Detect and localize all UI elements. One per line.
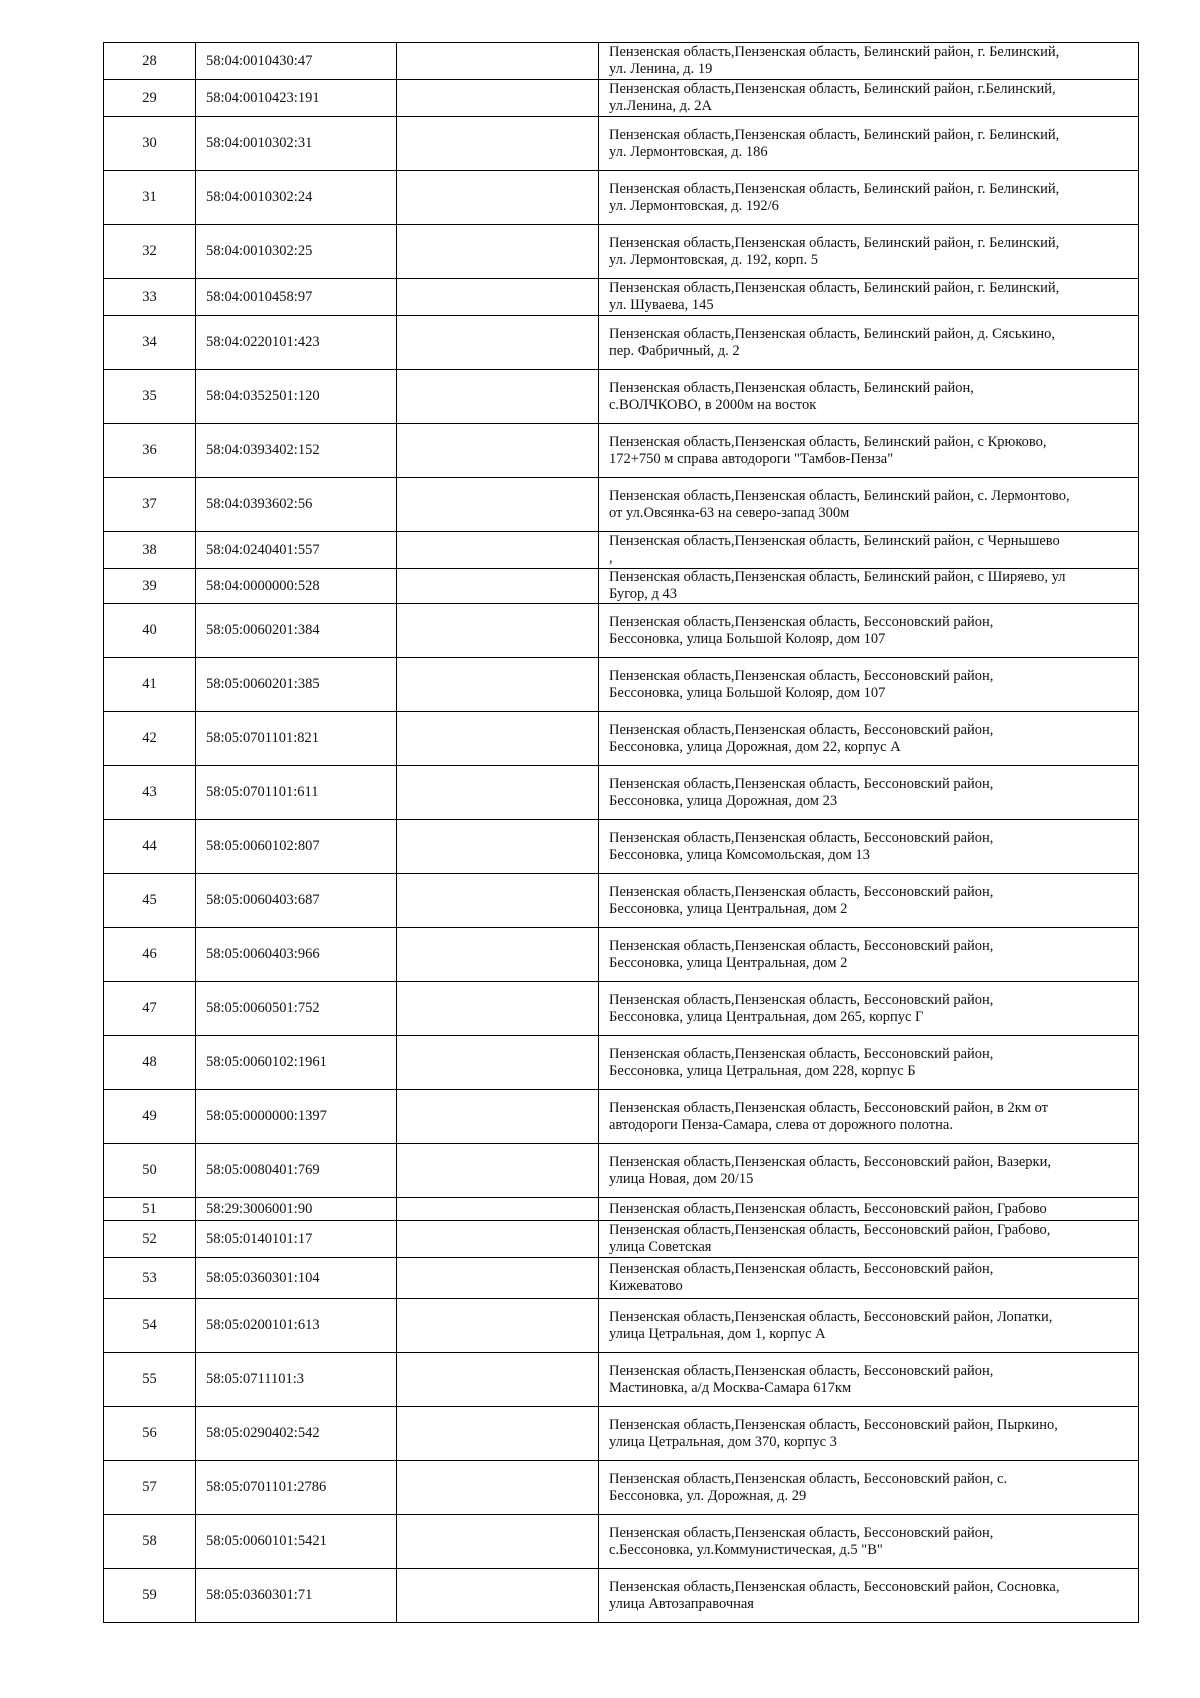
table-row [104,820,1139,874]
row-number: 43 [104,766,196,820]
empty-cell [397,658,599,712]
empty-cell [397,80,599,117]
cadastral-number: 58:05:0060403:966 [196,928,397,982]
cadastral-number: 58:04:0010302:31 [196,117,397,171]
empty-cell [397,279,599,316]
cadastral-number: 58:04:0220101:423 [196,316,397,370]
row-number: 46 [104,928,196,982]
table-row [104,225,1139,279]
empty-cell [397,820,599,874]
empty-cell [397,874,599,928]
row-number: 59 [104,1569,196,1623]
table-row [104,1299,1139,1353]
row-number: 31 [104,171,196,225]
address: Пензенская область,Пензенская область, Белинский район, г. Белинский, ул. Лермонтовская, д. 186 [599,117,1139,171]
address: Пензенская область,Пензенская область, Белинский район, д. Сяськино, пер. Фабричный, д. 2 [599,316,1139,370]
address: Пензенская область,Пензенская область, Белинский район, с.ВОЛЧКОВО, в 2000м на восток [599,370,1139,424]
table-row [104,1515,1139,1569]
cadastral-number: 58:05:0701101:2786 [196,1461,397,1515]
address: Пензенская область,Пензенская область, Бессоновский район, Бессоновка, улица Дорожная, дом 22, корпус А [599,712,1139,766]
row-number: 42 [104,712,196,766]
table-row [104,928,1139,982]
empty-cell [397,1258,599,1299]
row-number: 33 [104,279,196,316]
empty-cell [397,712,599,766]
row-number: 40 [104,604,196,658]
address: Пензенская область,Пензенская область, Бессоновский район, Бессоновка, улица Центральная, дом 2 [599,928,1139,982]
table-row [104,43,1139,80]
empty-cell [397,1353,599,1407]
address: Пензенская область,Пензенская область, Бессоновский район, Бессоновка, улица Большой Колояр, дом 107 [599,658,1139,712]
row-number: 36 [104,424,196,478]
cadastral-number: 58:04:0010430:47 [196,43,397,80]
table-row [104,171,1139,225]
empty-cell [397,569,599,604]
address: Пензенская область,Пензенская область, Бессоновский район, Бессоновка, улица Цетральная, дом 228, корпус Б [599,1036,1139,1090]
address: Пензенская область,Пензенская область, Бессоновский район, Бессоновка, улица Дорожная, дом 23 [599,766,1139,820]
cadastral-number: 58:04:0010302:24 [196,171,397,225]
table-row [104,370,1139,424]
cadastral-number: 58:05:0360301:71 [196,1569,397,1623]
row-number: 39 [104,569,196,604]
row-number: 32 [104,225,196,279]
address: Пензенская область,Пензенская область, Бессоновский район, Сосновка, улица Автозаправочная [599,1569,1139,1623]
address: Пензенская область,Пензенская область, Бессоновский район, Грабово [599,1198,1139,1221]
row-number: 28 [104,43,196,80]
row-number: 29 [104,80,196,117]
address: Пензенская область,Пензенская область, Белинский район, г. Белинский, ул. Ленина, д. 19 [599,43,1139,80]
cadastral-number: 58:05:0701101:611 [196,766,397,820]
table-row [104,1461,1139,1515]
empty-cell [397,1299,599,1353]
empty-cell [397,43,599,80]
empty-cell [397,478,599,532]
cadastral-number: 58:05:0060201:385 [196,658,397,712]
address: Пензенская область,Пензенская область, Белинский район, с. Лермонтово, от ул.Овсянка-63 на северо-запад 300м [599,478,1139,532]
cadastral-number: 58:05:0290402:542 [196,1407,397,1461]
address: Пензенская область,Пензенская область, Бессоновский район, Кижеватово [599,1258,1139,1299]
empty-cell [397,1461,599,1515]
row-number: 38 [104,532,196,569]
cadastral-number: 58:05:0200101:613 [196,1299,397,1353]
cadastral-number: 58:04:0393402:152 [196,424,397,478]
cadastral-number: 58:05:0060201:384 [196,604,397,658]
row-number: 56 [104,1407,196,1461]
address: Пензенская область,Пензенская область, Белинский район, г. Белинский, ул. Лермонтовская, д. 192, корп. 5 [599,225,1139,279]
table-row [104,279,1139,316]
row-number: 54 [104,1299,196,1353]
empty-cell [397,1090,599,1144]
address: Пензенская область,Пензенская область, Бессоновский район, Бессоновка, улица Большой Колояр, дом 107 [599,604,1139,658]
address: Пензенская область,Пензенская область, Бессоновский район, Лопатки, улица Цетральная, дом 1, корпус А [599,1299,1139,1353]
table-row [104,604,1139,658]
cadastral-number: 58:05:0060102:1961 [196,1036,397,1090]
cadastral-number: 58:04:0000000:528 [196,569,397,604]
address: Пензенская область,Пензенская область, Бессоновский район, в 2км от автодороги Пенза-Самара, слева от дорожного полотна. [599,1090,1139,1144]
cadastral-number: 58:05:0360301:104 [196,1258,397,1299]
table-row [104,712,1139,766]
address: Пензенская область,Пензенская область, Бессоновский район, Вазерки, улица Новая, дом 20/15 [599,1144,1139,1198]
row-number: 37 [104,478,196,532]
cadastral-number: 58:29:3006001:90 [196,1198,397,1221]
cadastral-number: 58:05:0080401:769 [196,1144,397,1198]
empty-cell [397,370,599,424]
cadastral-number: 58:04:0010458:97 [196,279,397,316]
table-row [104,1090,1139,1144]
address: Пензенская область,Пензенская область, Бессоновский район, с. Бессоновка, ул. Дорожная, д. 29 [599,1461,1139,1515]
address: Пензенская область,Пензенская область, Белинский район, г. Белинский, ул. Шуваева, 145 [599,279,1139,316]
address: Пензенская область,Пензенская область, Бессоновский район, Грабово, улица Советская [599,1221,1139,1258]
property-table [103,42,1139,1623]
cadastral-number: 58:05:0060501:752 [196,982,397,1036]
cadastral-number: 58:04:0393602:56 [196,478,397,532]
table-row [104,424,1139,478]
table-row [104,316,1139,370]
address: Пензенская область,Пензенская область, Бессоновский район, Бессоновка, улица Центральная, дом 2 [599,874,1139,928]
table-row [104,1407,1139,1461]
row-number: 34 [104,316,196,370]
empty-cell [397,1144,599,1198]
empty-cell [397,424,599,478]
cadastral-number: 58:05:0060102:807 [196,820,397,874]
row-number: 53 [104,1258,196,1299]
cadastral-number: 58:05:0140101:17 [196,1221,397,1258]
row-number: 57 [104,1461,196,1515]
table-row [104,1353,1139,1407]
cadastral-number: 58:04:0010302:25 [196,225,397,279]
empty-cell [397,928,599,982]
cadastral-number: 58:04:0352501:120 [196,370,397,424]
empty-cell [397,604,599,658]
empty-cell [397,316,599,370]
row-number: 48 [104,1036,196,1090]
table-row [104,478,1139,532]
empty-cell [397,1515,599,1569]
table-row [104,1198,1139,1221]
empty-cell [397,1407,599,1461]
row-number: 30 [104,117,196,171]
row-number: 41 [104,658,196,712]
address: Пензенская область,Пензенская область, Белинский район, г.Белинский, ул.Ленина, д. 2А [599,80,1139,117]
cadastral-number: 58:04:0010423:191 [196,80,397,117]
table-row [104,766,1139,820]
row-number: 47 [104,982,196,1036]
row-number: 49 [104,1090,196,1144]
table-row [104,982,1139,1036]
table-row [104,1258,1139,1299]
address: Пензенская область,Пензенская область, Белинский район, с Чернышево , [599,532,1139,569]
address: Пензенская область,Пензенская область, Бессоновский район, Пыркино, улица Цетральная, дом 370, корпус 3 [599,1407,1139,1461]
empty-cell [397,1198,599,1221]
table-row [104,80,1139,117]
cadastral-number: 58:05:0711101:3 [196,1353,397,1407]
address: Пензенская область,Пензенская область, Бессоновский район, с.Бессоновка, ул.Коммунистическая, д.5 "В" [599,1515,1139,1569]
empty-cell [397,225,599,279]
row-number: 55 [104,1353,196,1407]
row-number: 44 [104,820,196,874]
address: Пензенская область,Пензенская область, Бессоновский район, Мастиновка, а/д Москва-Самара 617км [599,1353,1139,1407]
cadastral-number: 58:05:0060101:5421 [196,1515,397,1569]
row-number: 35 [104,370,196,424]
table-row [104,569,1139,604]
empty-cell [397,1221,599,1258]
row-number: 52 [104,1221,196,1258]
empty-cell [397,766,599,820]
table-row [104,1036,1139,1090]
table-row [104,658,1139,712]
empty-cell [397,1036,599,1090]
address: Пензенская область,Пензенская область, Бессоновский район, Бессоновка, улица Комсомольская, дом 13 [599,820,1139,874]
table-row [104,874,1139,928]
empty-cell [397,532,599,569]
table-row [104,1144,1139,1198]
row-number: 45 [104,874,196,928]
table-row [104,532,1139,569]
table-row [104,1569,1139,1623]
address: Пензенская область,Пензенская область, Белинский район, с Крюково, 172+750 м справа автодороги "Тамбов-Пенза" [599,424,1139,478]
table-row [104,1221,1139,1258]
address: Пензенская область,Пензенская область, Белинский район, г. Белинский, ул. Лермонтовская, д. 192/6 [599,171,1139,225]
row-number: 50 [104,1144,196,1198]
cadastral-number: 58:05:0000000:1397 [196,1090,397,1144]
row-number: 58 [104,1515,196,1569]
cadastral-number: 58:04:0240401:557 [196,532,397,569]
empty-cell [397,117,599,171]
empty-cell [397,1569,599,1623]
table-row [104,117,1139,171]
empty-cell [397,982,599,1036]
empty-cell [397,171,599,225]
address: Пензенская область,Пензенская область, Белинский район, с Ширяево, ул Бугор, д 43 [599,569,1139,604]
cadastral-number: 58:05:0701101:821 [196,712,397,766]
cadastral-number: 58:05:0060403:687 [196,874,397,928]
address: Пензенская область,Пензенская область, Бессоновский район, Бессоновка, улица Центральная, дом 265, корпус Г [599,982,1139,1036]
row-number: 51 [104,1198,196,1221]
